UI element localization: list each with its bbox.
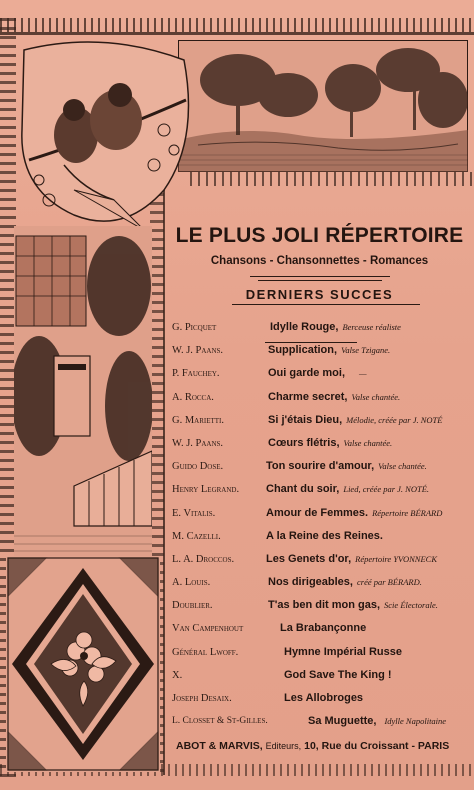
song-note: Répertoire BÉRARD xyxy=(372,507,443,518)
song-title: T'as ben dit mon gas, Scie Électorale. xyxy=(268,599,438,612)
list-item xyxy=(172,575,474,598)
song-note: Valse chantée. xyxy=(351,391,401,402)
author-name: A. Louis. xyxy=(172,577,211,589)
publisher-role: Editeurs, xyxy=(265,741,302,751)
list-item xyxy=(172,390,474,413)
birds-on-branch-engraving xyxy=(14,40,192,230)
author-name: X. xyxy=(172,669,183,681)
song-title: Cœurs flétris, Valse chantée. xyxy=(268,436,393,449)
list-item xyxy=(172,552,474,575)
song-note: Scie Électorale. xyxy=(384,600,438,611)
author-name: A. Rocca. xyxy=(172,391,214,403)
list-item xyxy=(172,459,474,482)
song-title: Chant du soir, Lied, créée par J. NOTÉ. xyxy=(266,483,430,496)
author-name: P. Fauchey. xyxy=(172,368,220,380)
song-title: Charme secret, Valse chantée. xyxy=(268,390,401,403)
landscape-engraving xyxy=(178,40,468,172)
song-underline xyxy=(265,342,357,343)
song-note: Mélodie, créée par J. NOTÉ xyxy=(346,414,443,425)
author-name: M. Cazelli. xyxy=(172,530,221,542)
list-item xyxy=(172,413,474,436)
author-name: Henry Legrand. xyxy=(172,484,240,496)
song-title: Ton sourire d'amour, Valse chantée. xyxy=(266,460,427,473)
author-name: Doublier. xyxy=(172,600,213,612)
list-item xyxy=(172,506,474,529)
border-rule-top xyxy=(0,32,474,35)
villa-park-engraving xyxy=(14,226,152,556)
ornamental-band-under-landscape xyxy=(190,172,474,186)
song-title: Sa Muguette, Idylle Napolitaine xyxy=(308,715,447,728)
list-item xyxy=(172,621,474,644)
song-note: Valse chantée. xyxy=(378,461,427,472)
author-name: Général Lwoff. xyxy=(172,646,239,658)
author-name: Van Campenhout xyxy=(172,623,244,635)
publisher-line xyxy=(176,740,474,752)
song-note: Valse chantée. xyxy=(343,437,393,448)
song-note: Idylle Napolitaine xyxy=(384,716,447,727)
section-underline xyxy=(232,304,420,305)
song-title: A la Reine des Reines. xyxy=(266,529,383,542)
author-name: Guido Dose. xyxy=(172,461,224,473)
song-title: Oui garde moi, — xyxy=(268,367,367,380)
list-item xyxy=(172,482,474,505)
page-title: LE PLUS JOLI RÉPERTOIRE xyxy=(175,224,464,247)
publisher-address: 10, Rue du Croissant - PARIS xyxy=(304,740,450,752)
song-title: Hymne Impérial Russe xyxy=(284,645,402,658)
list-item xyxy=(172,668,474,691)
list-item xyxy=(172,645,474,668)
song-note: — xyxy=(359,368,367,379)
song-note: Valse Tzigane. xyxy=(341,345,391,356)
author-name: W. J. Paans. xyxy=(172,437,224,449)
song-title: Nos dirigeables, créé par BÉRARD. xyxy=(268,576,422,589)
song-title: God Save The King ! xyxy=(284,668,392,681)
author-name: Joseph Desaix. xyxy=(172,693,232,704)
song-note: Répertoire YVONNECK xyxy=(355,553,437,564)
ornamental-border-top xyxy=(0,18,474,32)
list-item xyxy=(172,529,474,552)
divider-rule xyxy=(250,276,390,277)
song-title: Idylle Rouge, Berceuse réaliste xyxy=(270,321,401,333)
list-item xyxy=(172,320,474,343)
song-title: La Brabançonne xyxy=(280,622,367,635)
author-name: G. Marietti. xyxy=(172,414,225,426)
list-item xyxy=(172,714,474,737)
section-heading: DERNIERS SUCCES xyxy=(245,287,394,302)
divider-rule-secondary xyxy=(258,280,382,281)
list-item xyxy=(172,598,474,621)
list-item xyxy=(172,366,474,389)
publisher-name: ABOT & MARVIS, xyxy=(176,740,263,752)
author-name: L. A. Droccos. xyxy=(172,553,235,565)
list-item xyxy=(172,436,474,459)
list-item xyxy=(172,691,474,714)
author-name: E. Vitalis. xyxy=(172,507,216,519)
song-title: Les Genets d'or, Répertoire YVONNECK xyxy=(266,552,437,565)
list-item xyxy=(172,343,474,366)
repertoire-list xyxy=(172,320,474,737)
song-title: Les Allobroges xyxy=(284,692,364,704)
author-name: L. Closset & St-Gilles. xyxy=(172,716,268,727)
page-subtitle: Chansons - Chansonnettes - Romances xyxy=(210,255,429,267)
author-name: W. J. Paans. xyxy=(172,345,224,357)
song-title: Amour de Femmes. Répertoire BÉRARD xyxy=(266,506,443,519)
author-name: G. Picquet xyxy=(172,322,217,333)
song-note: Lied, créée par J. NOTÉ. xyxy=(343,484,430,495)
song-title: Supplication, Valse Tzigane. xyxy=(268,344,391,357)
flower-diamond-ornament xyxy=(6,556,160,772)
song-note: créé par BÉRARD. xyxy=(356,577,422,588)
song-title: Si j'étais Dieu, Mélodie, créée par J. NOTÉ xyxy=(268,413,443,426)
song-note: Berceuse réaliste xyxy=(342,322,401,332)
